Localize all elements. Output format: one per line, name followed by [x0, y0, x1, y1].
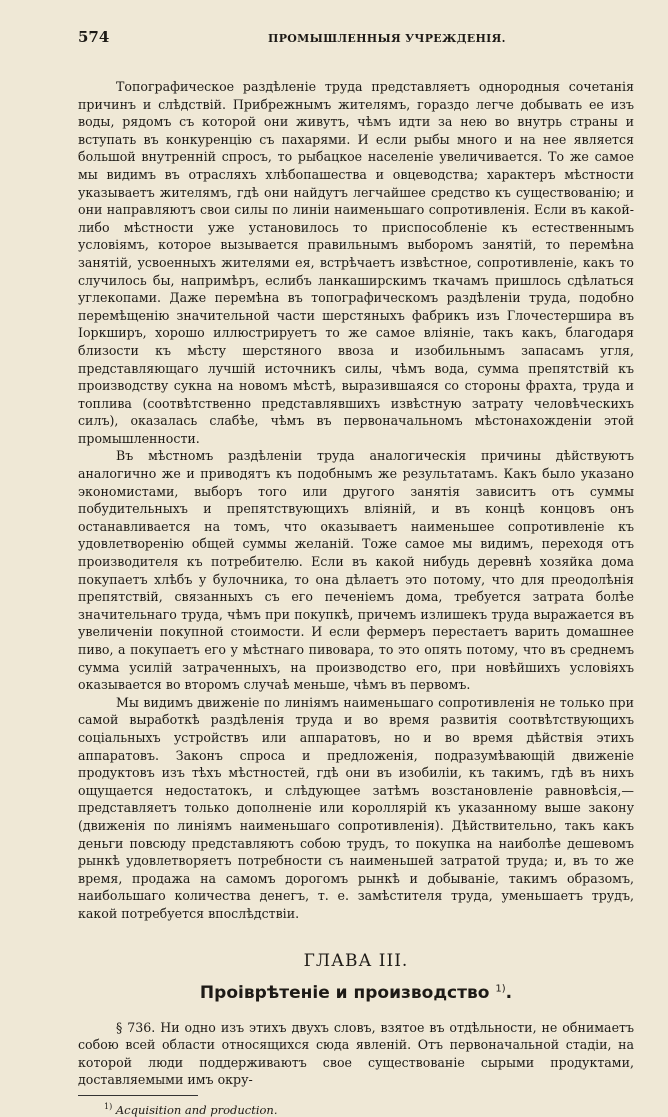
footnote: [104, 1102, 634, 1117]
chapter-title-text: Проіврѣтеніе и производство: [199, 982, 490, 1003]
paragraph-least-resistance: Мы видимъ движеніе по линіямъ наименьшаго сопротивленія не только при самой выработкѣ раздѣленія труда и во время развитія соотвѣтствующихъ соціальныхъ устройствъ или аппаратовъ, но и во время дѣйствія этихъ аппаратовъ. Законъ спроса и предложенія, подразумѣвающій движеніе продуктовъ изъ тѣхъ мѣстностей, гдѣ они въ изобиліи, къ такимъ, гдѣ въ нихъ ощущается недостатокъ, и слѣдующее затѣмъ возстановленіе равновѣсія,—представляетъ только дополненіе или короллярій къ указанному выше закону (движенія по линіямъ наименьшаго сопротивленія). Дѣйствительно, такъ какъ деньги повсюду представляютъ собою трудъ, то покупка на наиболѣе дешевомъ рынкѣ удовлетворяетъ потребности съ наименьшей затратой труда; и, въ то же время, продажа на самомъ дорогомъ рынкѣ и добываніе, такимъ образомъ, наибольшаго количества денегъ, т. е. замѣстителя труда, уменьшаетъ трудъ, какой потребуется впослѣдствіи.: [78, 694, 634, 921]
chapter-title: Проіврѣтеніе и производство $^{1)}$.: [199, 982, 513, 1003]
chapter-label: ГЛАВА III.: [303, 950, 409, 971]
footnote-divider: [78, 1095, 198, 1096]
section-736-paragraph: § 736. Ни одно изъ этихъ двухъ словъ, взятое въ отдѣльности, не обнимаетъ собою всей области относящихся сюда явленій. Отъ первоначальной стадіи, на которой люди поддерживаютъ свое существованіе сырыми продуктами, доставляемыми имъ окру-: [78, 1019, 634, 1088]
chapter-heading: [78, 951, 634, 1003]
paragraph-local-division: Въ мѣстномъ раздѣленіи труда аналогическія причины дѣйствуютъ аналогично же и приводятъ къ подобнымъ же результатамъ. Какъ было указано экономистами, выборъ того или другого занятія зависитъ отъ суммы побудительныхъ и препятствующихъ вліяній, и въ концѣ концовъ онъ останавливается на томъ, что оказываетъ наименьшее сопротивленіе къ удовлетворенію общей суммы желаній. Тоже самое мы видимъ, переходя отъ производителя къ потребителю. Если въ какой нибудь деревнѣ хозяйка дома покупаетъ хлѣбъ у булочника, то она дѣлаетъ это потому, что для преодолѣнія препятствій, связанныхъ съ его печеніемъ дома, требуется затрата болѣе значительнаго труда, чѣмъ при покупкѣ, причемъ излишекъ труда выражается въ увеличеніи покупной стоимости. И если фермеръ перестаетъ варить домашнее пиво, а покупаетъ его у мѣстнаго пивовара, то это опять потому, что въ среднемъ сумма усилій затраченныхъ, на производство его, при новѣйшихъ условіяхъ оказывается во второмъ случаѣ меньше, чѣмъ въ первомъ.: [78, 448, 634, 693]
footnote-text: Acquisition and production.: [115, 1102, 278, 1117]
paragraph-topographic: Топографическое раздѣленіе труда представляетъ однородныя сочетанія причинъ и слѣдствій. Прибрежнымъ жителямъ, гораздо легче добывать ее изъ воды, рядомъ съ которой они живутъ, чѣмъ идти за нею во внутрь страны и вступать въ конкуренцію съ пахарями. И если рыбы много и на нее является большой внутренній спросъ, то рыбацкое населеніе увеличивается. То же самое мы видимъ въ отрасляхъ хлѣбопашества и овцеводства; характеръ мѣстности указываетъ жителямъ, гдѣ они найдутъ легчайшее средство къ существованію; и они направляютъ свои силы по линіи наименьшаго сопротивленія. Если въ какой-либо мѣстности уже установилось то приспособленіе къ естественнымъ условіямъ, которое вызывается правильнымъ выборомъ занятій, то перемѣна занятій, усвоенныхъ жителями ея, встрѣчаетъ извѣстное, сопротивленіе, какъ то случилось бы, напримѣръ, еслибъ ланкаширскимъ ткачамъ пришлось сдѣлаться углекопами. Даже перемѣна въ топографическомъ раздѣленіи труда, подобно перемѣщенію значительной части шерстяныхъ фабрикъ изъ Глочестершира въ Іоркширъ, хорошо иллюстрируетъ то же самое вліяніе, такъ какъ, благодаря близости къ мѣсту шерстяного ввоза и изобильнымъ запасамъ угля, представляющаго лучшій источникъ силы, чѣмъ вода, сумма препятствій къ производству сукна на новомъ мѣстѣ, выразившаяся со стороны фрахта, труда и топлива (соотвѣтственно представлявшихъ извѣстную затрату человѣческихъ силъ), оказалась слабѣе, чѣмъ въ первоначальномъ мѣстонахожденіи этой промышленности.: [78, 79, 634, 446]
page-number: 574: [78, 28, 110, 46]
running-title: ПРОМЫШЛЕННЫЯ УЧРЕЖДЕНІЯ.: [268, 32, 506, 45]
body-text: [78, 78, 634, 1117]
footnote-marker: 1): [104, 1101, 113, 1111]
footnote-reference: 1): [495, 982, 506, 994]
running-header: [78, 28, 634, 50]
